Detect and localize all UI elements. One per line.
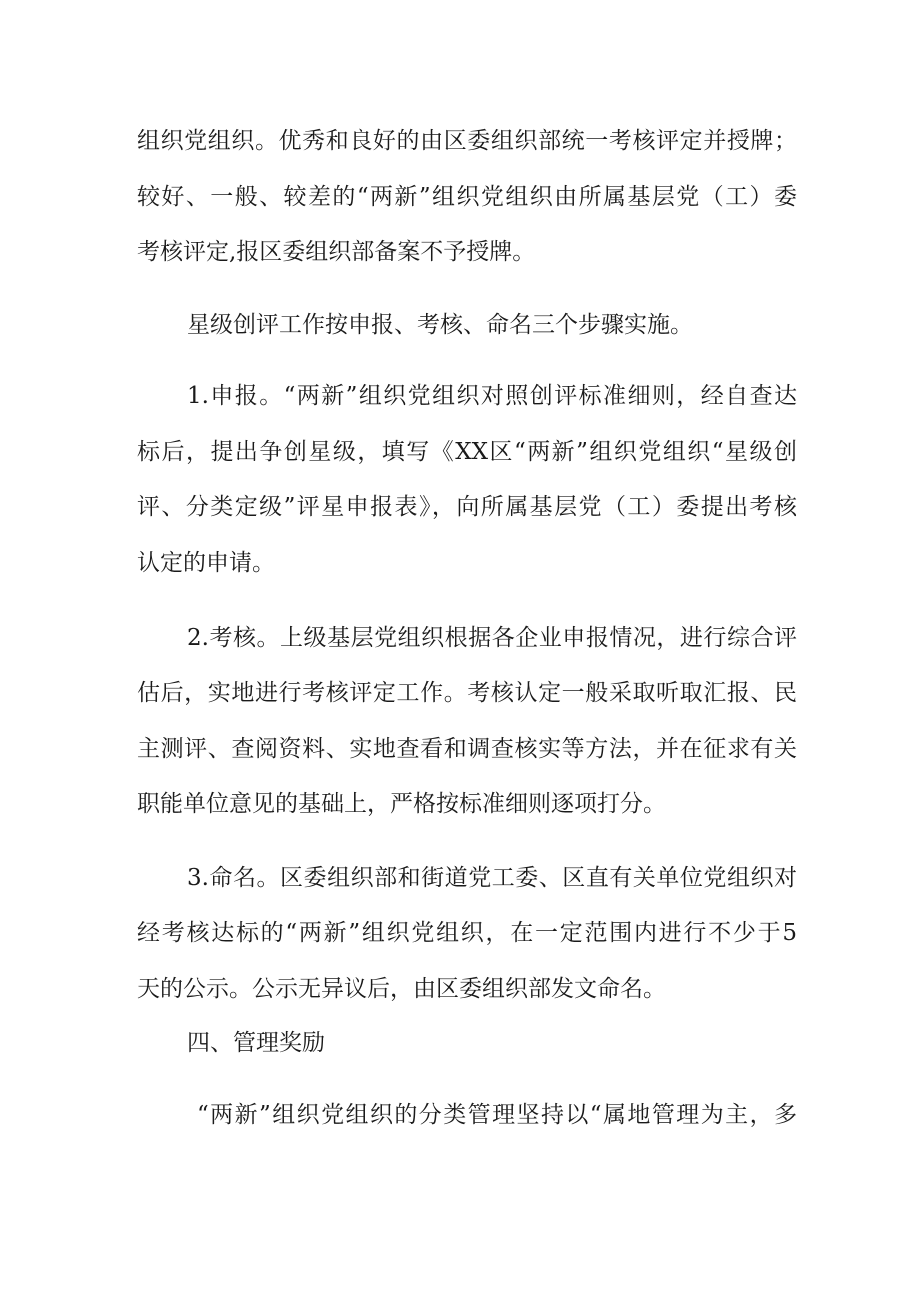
body-line: 经考核达标的“两新”组织党组织，在一定范围内进行不少于5 [137,920,797,946]
step-heading-line: 3.命名。区委组织部和街道党工委、区直有关单位党组织对 [187,865,797,891]
body-line: “两新”组织党组织的分类管理坚持以“属地管理为主，多 [197,1102,797,1128]
section-heading: 四、管理奖励 [187,1030,325,1056]
body-line: 天的公示。公示无异议后，由区委组织部发文命名。 [137,976,666,1002]
body-line: 估后，实地进行考核评定工作。考核认定一般采取听取汇报、民 [137,680,797,706]
body-line: 职能单位意见的基础上，严格按标准细则逐项打分。 [137,791,666,817]
step-heading-line: 2.考核。上级基层党组织根据各企业申报情况，进行综合评 [187,625,797,651]
body-line: 评、分类定级”评星申报表》，向所属基层党（工）委提出考核 [137,494,797,520]
body-line: 考核评定,报区委组织部备案不予授牌。 [137,239,536,265]
body-line: 较好、一般、较差的“两新”组织党组织由所属基层党（工）委 [137,184,797,210]
body-line: 主测评、查阅资料、实地查看和调查核实等方法，并在征求有关 [137,736,797,762]
body-line: 标后，提出争创星级，填写《XX区“两新”组织党组织“星级创 [137,439,797,465]
body-line: 组织党组织。优秀和良好的由区委组织部统一考核评定并授牌； [137,128,797,154]
body-line: 认定的申请。 [137,550,275,576]
step-heading-line: 1.申报。“两新”组织党组织对照创评标准细则，经自查达 [187,383,797,409]
paragraph-line: 星级创评工作按申报、考核、命名三个步骤实施。 [187,312,693,338]
